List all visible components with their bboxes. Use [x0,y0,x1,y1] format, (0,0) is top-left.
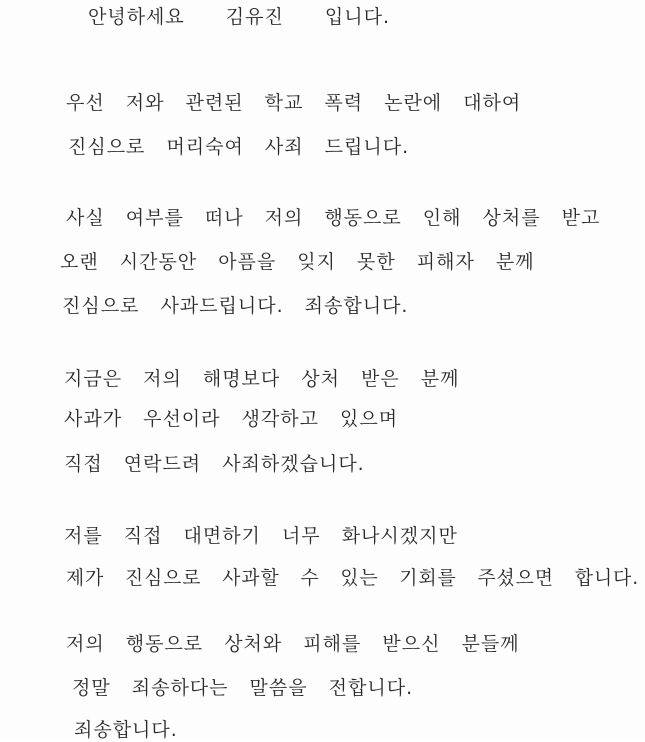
letter-line: 지금은 저의 해명보다 상처 받은 분께 [64,368,460,390]
letter-closing: 죄송합니다. [74,719,178,741]
letter-line: 저를 직접 대면하기 너무 화나시겠지만 [64,525,458,547]
letter-line: 직접 연락드려 사죄하겠습니다. [64,453,365,475]
letter-line: 오랜 시간동안 아픔을 잊지 못한 피해자 분께 [60,251,535,273]
letter-line: 저의 행동으로 상처와 피해를 받으신 분들께 [66,633,520,655]
letter-line: 사실 여부를 떠나 저의 행동으로 인해 상처를 받고 [66,207,601,229]
letter-line: 사과가 우선이라 생각하고 있으며 [64,408,399,430]
letter-line: 진심으로 머리숙여 사죄 드립니다. [68,136,410,158]
letter-line: 제가 진심으로 사과할 수 있는 기회를 주셨으면 합니다. [66,567,640,589]
letter-line: 진심으로 사과드립니다. 죄송합니다. [62,295,409,317]
letter-line: 정말 죄송하다는 말씀을 전합니다. [72,677,414,699]
letter-line: 우선 저와 관련된 학교 폭력 논란에 대하여 [66,92,522,114]
letter-greeting: 안녕하세요 김유진 입니다. [88,6,391,28]
